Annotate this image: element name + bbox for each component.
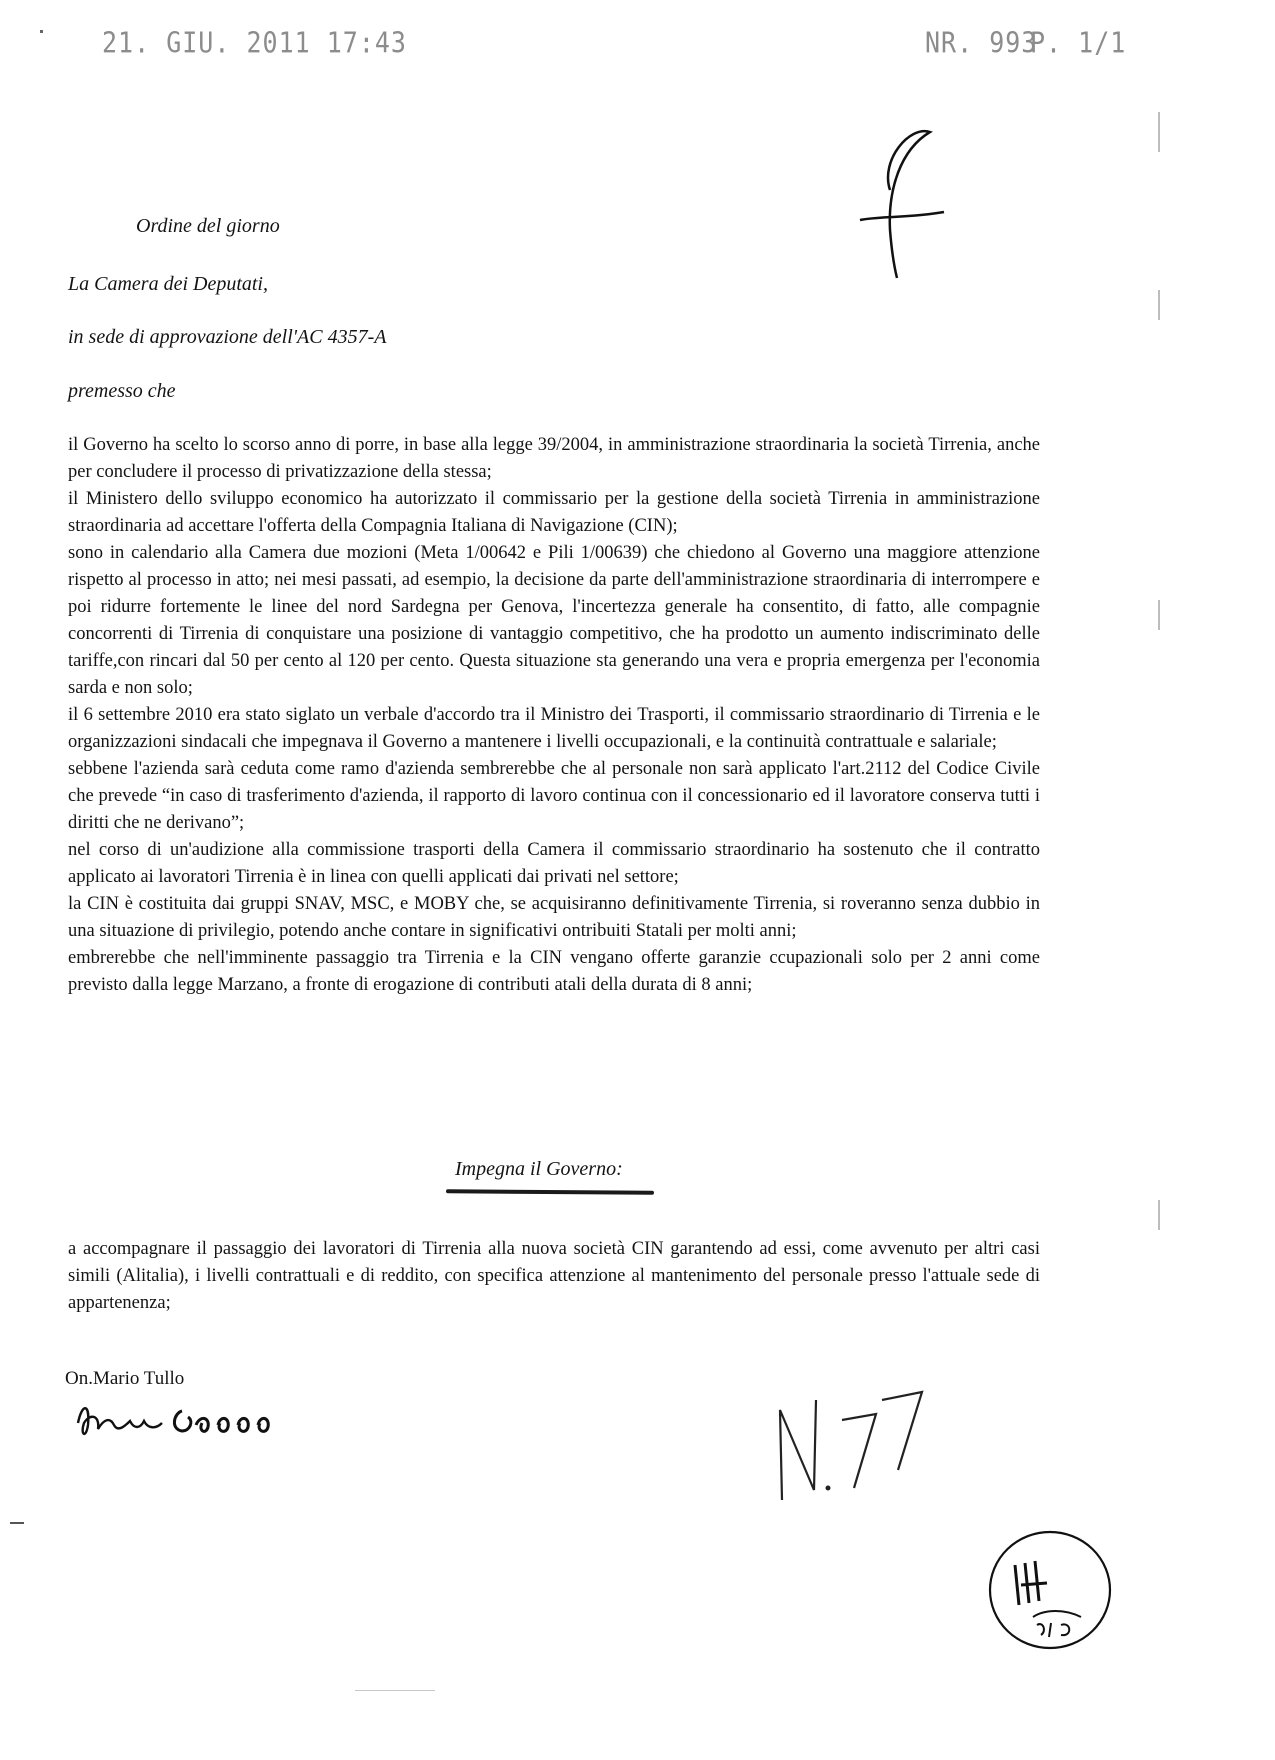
handwritten-number-n77 (770, 1370, 950, 1510)
premise-paragraph: il Governo ha scelto lo scorso anno di porre, in base alla legge 39/2004, in amministrazione straordinaria la società Tirrenia, anche per concludere il processo di privatizzazione della stessa; (68, 435, 1040, 482)
document-title: Ordine del giorno (136, 215, 280, 237)
fax-number: NR. 993 (925, 25, 1038, 60)
handwritten-signature (70, 1395, 330, 1445)
premise-paragraph: il 6 settembre 2010 era stato siglato un verbale d'accordo tra il Ministro dei Trasporti, il commissario straordinario di Tirrenia e le organizzazioni sindacali che impegnava il Governo a mantenere i livelli occupazionali, e la continuità contrattuale e salariale; (68, 705, 1040, 752)
premise-paragraph: sono in calendario alla Camera due mozioni (Meta 1/00642 e Pili 1/00639) che chiedono al Governo una maggiore attenzione rispetto al processo in atto; nei mesi passati, ad esempio, la decisione da parte dell'amministrazione straordinaria di interrompere e poi ridurre fortemente le linee del nord Sardegna per Genova, l'incertezza generale ha consentito, di fatto, alle compagnie concorrenti di Tirrenia di conquistare una posizione di vantaggio competitivo, che ha prodotto un aumento indiscriminato delle tariffe,con rincari dal 50 per cento al 120 per cento. Questa situazione sta generando una vera e propria emergenza per l'economia sarda e non solo; (68, 543, 1040, 698)
premise-intro: premesso che (68, 380, 176, 402)
context-line: in sede di approvazione dell'AC 4357-A (68, 326, 387, 348)
commitments-section (68, 1236, 1040, 1317)
premises-section (68, 432, 1040, 999)
handwritten-initial-mark (840, 120, 960, 290)
fax-page-count: P. 1/1 (1030, 25, 1127, 60)
handwritten-underline (446, 1189, 654, 1194)
fax-datetime: 21. GIU. 2011 17:43 (102, 25, 407, 60)
scan-mark (10, 1522, 24, 1524)
premise-paragraph: embrerebbe che nell'imminente passaggio tra Tirrenia e la CIN vengano offerte garanzie ccupazionali solo per 2 anni come previsto dalla legge Marzano, a fronte di erogazione di contributi atali della durata di 8 anni; (68, 948, 1040, 995)
premise-paragraph: la CIN è costituita dai gruppi SNAV, MSC, e MOBY che, se acquisiranno definitivamente Tirrenia, si roveranno senza dubbio in una situazione di privilegio, potendo anche contare in significativi ontribuiti Statali per molti anni; (68, 894, 1040, 941)
commitment-paragraph: a accompagnare il passaggio dei lavoratori di Tirrenia alla nuova società CIN garantendo ad essi, come avvenuto per altri casi simili (Alitalia), i livelli contrattuali e di reddito, con specifica attenzione al mantenimento del personale presso l'attuale sede di appartenenza; (68, 1239, 1040, 1313)
registration-stamp (985, 1525, 1115, 1655)
scan-mark (1158, 290, 1160, 320)
scan-mark (1158, 600, 1160, 630)
premise-paragraph: il Ministero dello sviluppo economico ha autorizzato il commissario per la gestione della società Tirrenia in amministrazione straordinaria ad accettare l'offerta della Compagnia Italiana di Navigazione (CIN); (68, 489, 1040, 536)
scan-mark (40, 30, 43, 33)
scan-mark (1158, 112, 1160, 152)
scan-mark (1158, 1200, 1160, 1230)
commits-heading: Impegna il Governo: (455, 1158, 623, 1180)
signer-name: On.Mario Tullo (65, 1368, 185, 1389)
scan-mark (355, 1690, 435, 1691)
premise-paragraph: nel corso di un'audizione alla commissione trasporti della Camera il commissario straordinario ha sostenuto che il contratto applicato ai lavoratori Tirrenia è in linea con quelli applicati dai privati nel settore; (68, 840, 1040, 887)
chamber-line: La Camera dei Deputati, (68, 273, 268, 295)
premise-paragraph: sebbene l'azienda sarà ceduta come ramo d'azienda sembrerebbe che al personale non sarà applicato l'art.2112 del Codice Civile che prevede “in caso di trasferimento d'azienda, il rapporto di lavoro continua con il concessionario ed il lavoratore conserva tutti i diritti che ne derivano”; (68, 759, 1040, 833)
